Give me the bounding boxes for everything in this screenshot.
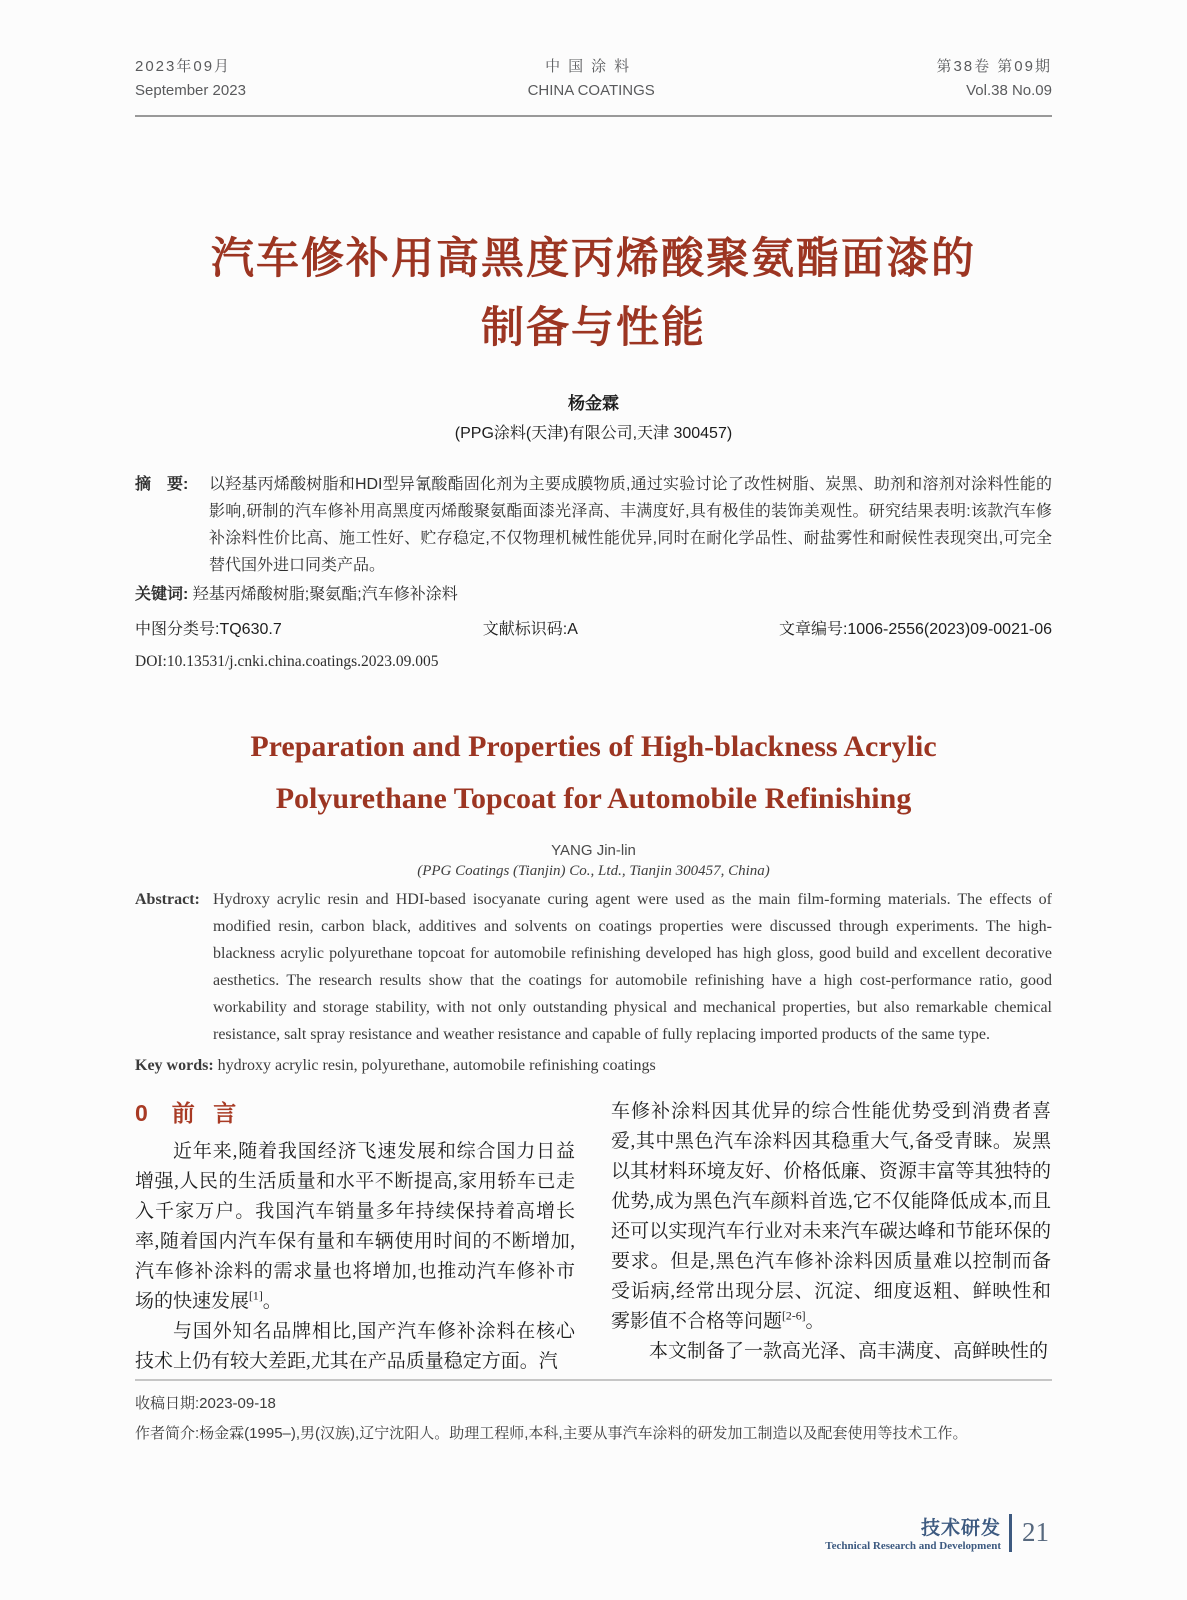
abstract-text-en: Hydroxy acrylic resin and HDI-based isocyanate curing agent were used as the main film-forming materials. The effects of modified resin, carbon black, additives and solvents on coatings properties were discussed through experiments. The high-blackness acrylic polyurethane topcoat for automobile refinishing developed has high gloss, good build and excellent decorative aesthetics. The research results show that the coatings for automobile refinishing have a high cost-performance ratio, good workability and storage stability, with not only outstanding physical and mechanical properties, but also remarkable chemical resistance, salt spray resistance and weather resistance and capable of fully replacing imported products of the same type. (213, 890, 1052, 1043)
section-heading (135, 1097, 575, 1129)
issue-date-zh: 2023年09月 (135, 58, 232, 75)
keywords-en (135, 1052, 1052, 1079)
received-date-value: 2023-09-18 (199, 1394, 276, 1412)
keywords-label-en: Key words: (135, 1056, 214, 1074)
clc-label: 中图分类号: (135, 620, 220, 638)
article-number (779, 616, 1052, 643)
paragraph-intro-1 (135, 1137, 575, 1317)
abstract-en (135, 886, 1052, 1048)
keywords-text-en: hydroxy acrylic resin, polyurethane, automobile refinishing coatings (217, 1056, 656, 1074)
paragraph-intro-2-cont-tail: 。 (805, 1310, 825, 1332)
footnote-rule (135, 1379, 1052, 1381)
paragraph-intro-2: 与国外知名品牌相比,国产汽车修补涂料在核心技术上仍有较大差距,尤其在产品质量稳定方面。汽 (135, 1320, 575, 1372)
left-column (135, 1097, 575, 1377)
paragraph-intro-1-text: 近年来,随着我国经济飞速发展和综合国力日益增强,人民的生活质量和水平不断提高,家用轿车已走入千家万户。我国汽车销量多年持续保持着高增长率,随着国内汽车保有量和车辆使用时间的不断增加,汽车修补涂料的需求量也将增加,也推动汽车修补市场的快速发展 (135, 1140, 575, 1312)
issue-date-en: September 2023 (135, 82, 246, 99)
column-label-en: Technical Research and Development (825, 1540, 1001, 1552)
article-author-zh: 杨金霖 (568, 393, 619, 413)
paragraph-intro-2-cont-text: 车修补涂料因其优异的综合性能优势受到消费者喜爱,其中黑色汽车涂料因其稳重大气,备受青睐。炭黑以其材料环境友好、价格低廉、资源丰富等其独特的优势,成为黑色汽车颜料首选,它不仅能降低成本,而且还可以实现汽车行业对未来汽车碳达峰和节能环保的要求。但是,黑色汽车修补涂料因质量难以控制而备受诟病,经常出现分层、沉淀、细度返粗、鲜映性和雾影值不合格等问题 (611, 1100, 1051, 1332)
volume-issue-en: Vol.38 No.09 (966, 82, 1052, 99)
author-bio-value: 杨金霖(1995–),男(汉族),辽宁沈阳人。助理工程师,本科,主要从事汽车涂料的研发加工制造以及配套使用等技术工作。 (199, 1425, 968, 1443)
column-label-zh: 技术研发 (920, 1518, 1001, 1539)
header-rule (135, 115, 1052, 117)
volume-issue-zh: 第38卷 第09期 (936, 58, 1052, 75)
article-affiliation-en: (PPG Coatings (Tianjin) Co., Ltd., Tianjin 300457, China) (417, 862, 770, 879)
journal-name-en: CHINA COATINGS (527, 82, 655, 99)
document-code-value: A (567, 620, 578, 638)
header-issue-date (135, 55, 246, 103)
received-date (135, 1393, 1052, 1416)
article-author-en: YANG Jin-lin (551, 841, 636, 859)
article-affiliation-zh: (PPG涂料(天津)有限公司,天津 300457) (454, 424, 733, 442)
abstract-label-zh: 摘 要: (135, 475, 189, 493)
header-volume-issue (936, 55, 1052, 103)
paragraph-intro-1-tail: 。 (262, 1290, 282, 1312)
section-number: 0 (135, 1099, 148, 1126)
page-number: 21 (1022, 1517, 1049, 1547)
received-date-label: 收稿日期: (135, 1394, 200, 1412)
paragraph-intro-2-continued (611, 1097, 1051, 1337)
keywords-zh (135, 581, 1052, 608)
paragraph-intro-3: 本文制备了一款高光泽、高丰满度、高鲜映性的 (649, 1340, 1049, 1362)
right-column (611, 1097, 1051, 1377)
abstract-zh (135, 471, 1052, 579)
reference-marker-1: [1] (249, 1289, 263, 1303)
page-header (135, 55, 1052, 103)
article-title-zh (135, 225, 1052, 363)
document-code-label: 文献标识码: (482, 620, 568, 638)
page-content (135, 55, 1052, 1446)
page-footer-corner (825, 1513, 1049, 1552)
article-title-en (135, 721, 1052, 826)
article-title-zh-line1: 汽车修补用高黑度丙烯酸聚氨酯面漆的 (211, 235, 976, 283)
abstract-label-en: Abstract: (135, 890, 200, 908)
keywords-label-zh: 关键词: (135, 585, 189, 603)
article-number-value: 1006-2556(2023)09-0021-06 (847, 620, 1052, 638)
doi: DOI:10.13531/j.cnki.china.coatings.2023.09.005 (135, 652, 439, 670)
section-title: 前言 (171, 1099, 255, 1126)
column-labels (825, 1513, 1009, 1552)
article-title-zh-line2: 制备与性能 (481, 303, 706, 352)
author-bio (135, 1423, 1052, 1446)
body-columns (135, 1097, 1052, 1377)
header-journal-name (528, 55, 655, 103)
abstract-text-zh: 以羟基丙烯酸树脂和HDI型异氰酸酯固化剂为主要成膜物质,通过实验讨论了改性树脂、炭黑、助剂和溶剂对涂料性能的影响,研制的汽车修补用高黑度丙烯酸聚氨酯面漆光泽高、丰满度好,具有极佳的装饰美观性。研究结果表明:该款汽车修补涂料性价比高、施工性好、贮存稳定,不仅物理机械性能优异,同时在耐化学品性、耐盐雾性和耐候性表现突出,可完全替代国外进口同类产品。 (209, 475, 1052, 574)
keywords-text-zh: 羟基丙烯酸树脂;聚氨酯;汽车修补涂料 (192, 585, 458, 603)
clc-number (135, 616, 282, 643)
article-meta-row (135, 616, 1052, 643)
article-title-en-line1: Preparation and Properties of High-blackness Acrylic (250, 729, 937, 763)
article-number-label: 文章编号: (778, 620, 848, 638)
article-title-en-line2: Polyurethane Topcoat for Automobile Refinishing (275, 782, 912, 816)
document-code (483, 616, 578, 643)
journal-name-zh: 中国涂料 (545, 58, 638, 75)
reference-marker-2: [2-6] (782, 1309, 806, 1323)
clc-value: TQ630.7 (219, 620, 282, 638)
author-bio-label: 作者简介: (135, 1425, 200, 1443)
